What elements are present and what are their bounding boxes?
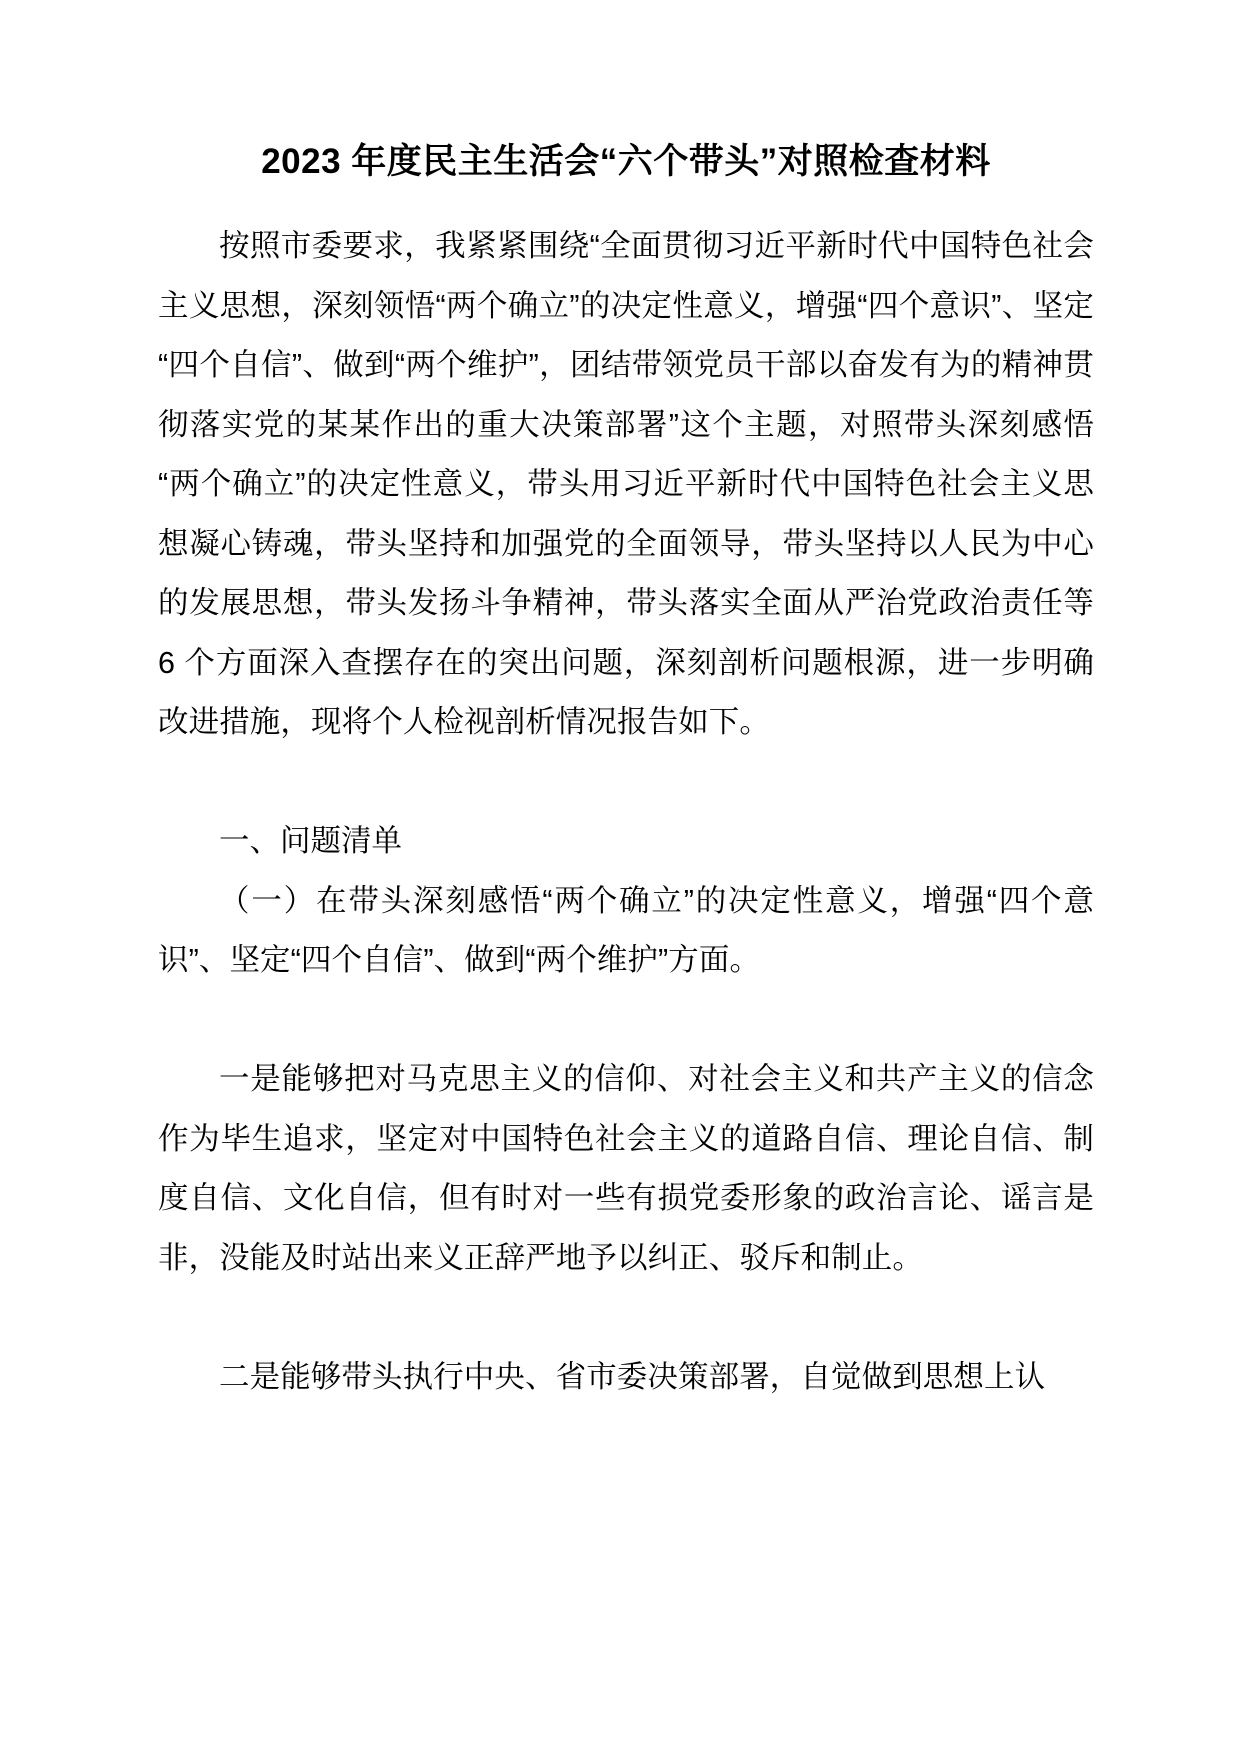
- paragraph-spacer: [158, 1288, 1094, 1348]
- point-one-paragraph: 一是能够把对马克思主义的信仰、对社会主义和共产主义的信念作为毕生追求，坚定对中国特色社会主义的道路自信、理论自信、制度自信、文化自信，但有时对一些有损党委形象的政治言论、谣言是非，没能及时站出来义正辞严地予以纠正、驳斥和制止。: [158, 1062, 1094, 1275]
- point-two-paragraph: 二是能够带头执行中央、省市委决策部署，自觉做到思想上认: [219, 1359, 1046, 1394]
- page-title: 2023 年度民主生活会“六个带头”对照检查材料: [261, 142, 991, 181]
- paragraph-spacer: [158, 991, 1094, 1051]
- subsection-heading-aspect-one: （一）在带头深刻感悟“两个确立”的决定性意义，增强“四个意识”、坚定“四个自信”、做到“两个维护”方面。: [158, 883, 1094, 978]
- paragraph-spacer: [158, 753, 1094, 813]
- opening-paragraph: 按照市委要求，我紧紧围绕“全面贯彻习近平新时代中国特色社会主义思想，深刻领悟“两个确立”的决定性意义，增强“四个意识”、坚定“四个自信”、做到“两个维护”，团结带领党员干部以奋发有为的精神贯彻落实党的某某作出的重大决策部署”这个主题，对照带头深刻感悟“两个确立”的决定性意义，带头用习近平新时代中国特色社会主义思想凝心铸魂，带头坚持和加强党的全面领导，带头坚持以人民为中心的发展思想，带头发扬斗争精神，带头落实全面从严治党政治责任等 6 个方面深入查摆存在的突出问题，深刻剖析问题根源，进一步明确改进措施，现将个人检视剖析情况报告如下。: [158, 229, 1094, 740]
- section-heading-problem-list: 一、问题清单: [219, 824, 402, 859]
- document-body: [158, 0, 1094, 1407]
